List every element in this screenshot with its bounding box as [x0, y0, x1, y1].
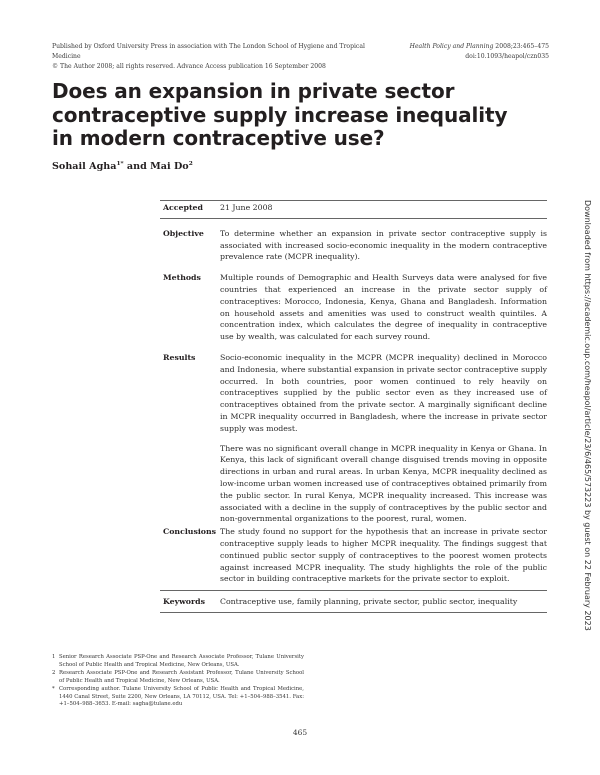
footnotes	[52, 654, 304, 709]
running-header-citation	[369, 42, 549, 62]
running-header-publisher	[52, 42, 372, 72]
download-note: Downloaded from https://academic.oup.com/heapol/article/23/6/465/573223 by guest on 22 February 2023	[583, 200, 592, 631]
abstract-label: Accepted	[163, 203, 203, 212]
author-affiliation-mark: 2	[188, 161, 193, 167]
abstract-row-objective	[160, 228, 547, 263]
keywords-text: Contraceptive use, family planning, private sector, public sector, inequality	[220, 597, 518, 607]
footnote	[52, 670, 304, 686]
abstract-row-methods	[160, 272, 547, 343]
page-number: 465	[292, 728, 308, 737]
author-line	[52, 161, 193, 172]
conclusions-text: The study found no support for the hypothesis that an increase in private sector contraceptive supply leads to higher MCPR inequality. The findings suggest that continued public sector supply of contraceptives to the poorest women protects against increased MCPR inequality. The study highlights the role of the public sector in building contraceptive markets for the private sector to exploit.	[220, 527, 547, 584]
accepted-date: 21 June 2008	[220, 203, 273, 212]
journal-name: Health Policy and Planning	[409, 43, 494, 50]
footnote-mark: 1	[52, 654, 56, 660]
footnote-mark: *	[52, 685, 55, 692]
objective-text: To determine whether an expansion in private sector contraceptive supply is associated with increased socio-economic inequality in the modern contraceptive prevalence rate (MCPR inequality).	[220, 228, 547, 262]
results-paragraph: There was no significant overall change in MCPR inequality in Kenya or Ghana. In Kenya, this lack of significant overall change disguised trends moving in opposite directions in urban and rural areas. In urban Kenya, MCPR inequality declined as low-income urban women increased use of contraceptives obtained primarily from the public sector. In rural Kenya, MCPR inequality increased. This increase was associated with a decline in the supply of contraceptives by the public sector and non-governmental organizations to the poorest, rural, women.	[220, 443, 547, 524]
abstract-label: Results	[163, 352, 196, 362]
abstract-row-conclusions	[160, 526, 547, 585]
doi[interactable]: doi:10.1093/heapol/czn035	[465, 53, 549, 60]
citation: 2008;23:465–475	[493, 43, 549, 50]
results-paragraph: Socio-economic inequality in the MCPR (MCPR inequality) declined in Morocco and Indonesia, where substantial expansion in private sector contraceptive supply occurred. In both countries, poor women continued to rely heavily on contraceptives supplied by the public sector even as they increased use of contraceptives obtained from the private sector. A marginally significant decline in MCPR inequality occurred in Bangladesh, where the increase in private sector supply was modest.	[220, 352, 547, 433]
footnote-mark: 2	[52, 669, 56, 676]
footnote-text: Research Associate PSP-One and Research Assistant Professor, Tulane University School of Public Health and Tropical Medicine, New Orleans, USA.	[59, 669, 304, 684]
abstract-label: Keywords	[163, 597, 205, 607]
abstract-label: Methods	[163, 273, 201, 283]
footnote	[52, 654, 304, 670]
abstract-row-accepted	[160, 202, 547, 214]
methods-text: Multiple rounds of Demographic and Health Surveys data were analysed for five countries that experienced an increase in the private sector supply of contraceptives: Morocco, Indonesia, Kenya, Ghana and Bangladesh. Information on household assets and amenities was used to construct wealth quintiles. A concentration index, which calculates the degree of inequality in contraceptive use by wealth, was calculated for each survey round.	[220, 273, 547, 342]
copyright-line: © The Author 2008; all rights reserved. Advance Access publication 16 September 2008	[52, 63, 326, 70]
abstract	[160, 200, 547, 613]
footnote-text: Senior Research Associate PSP-One and Research Associate Professor, Tulane University School of Public Health and Tropical Medicine, New Orleans, USA.	[59, 654, 304, 668]
abstract-top-rule	[160, 200, 547, 201]
download-watermark	[580, 200, 594, 740]
abstract-divider	[160, 590, 547, 591]
footnote-text: Corresponding author. Tulane University School of Public Health and Tropical Medicine, 1440 Canal Street, Suite 2200, New Orleans, LA 70112, USA. Tel: +1–504–988–3541. Fax: +1–504–988–3653. E-mail: sagha@tulane.edu	[59, 685, 304, 708]
footnote	[52, 686, 304, 710]
author-affiliation-mark: 1*	[116, 161, 124, 167]
article-title: Does an expansion in private sector contraceptive supply increase inequality in modern contraceptive use?	[52, 79, 508, 150]
abstract-label: Conclusions	[163, 527, 217, 537]
author-name: Sohail Agha	[52, 161, 117, 172]
abstract-divider	[160, 218, 547, 219]
author-conjunction: and	[123, 161, 151, 172]
abstract-row-keywords	[160, 596, 547, 608]
publisher-line: Published by Oxford University Press in association with The London School of Hygiene and Tropical Medicine	[52, 43, 365, 60]
author-name: Mai Do	[150, 161, 189, 172]
abstract-label: Objective	[163, 228, 204, 238]
abstract-bottom-rule	[160, 612, 547, 613]
abstract-row-results	[160, 352, 547, 525]
